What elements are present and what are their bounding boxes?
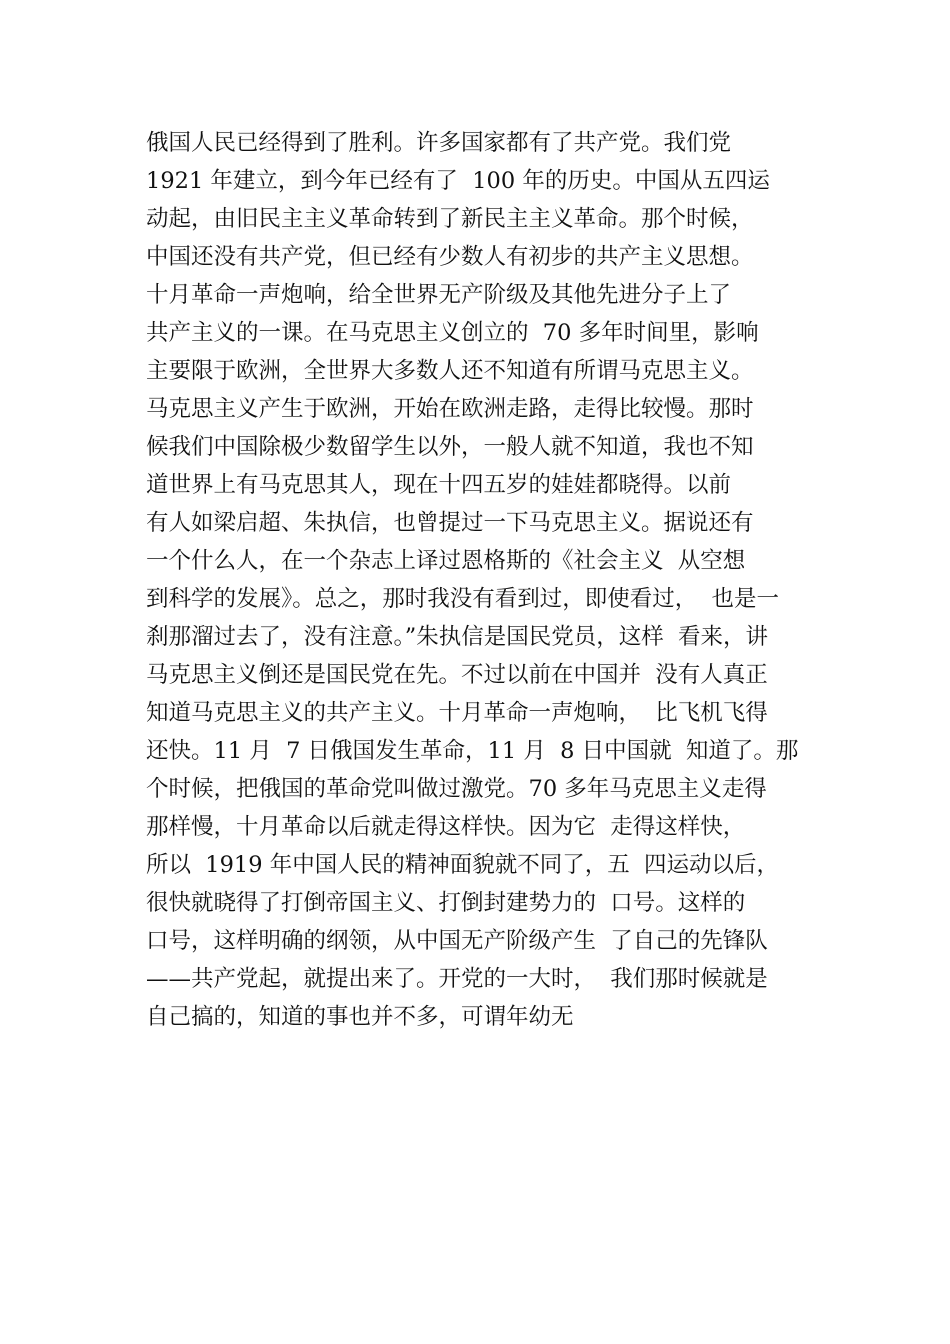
- text-line: 俄国人民已经得到了胜利。许多国家都有了共产党。我们党: [146, 130, 732, 156]
- text-line: 马克思主义产生于欧洲，开始在欧洲走路，走得比较慢。那时: [146, 396, 754, 422]
- text-line: 刹那溜过去了，没有注意。”朱执信是国民党员，这样 看来，讲: [146, 624, 769, 650]
- text-line: 知道马克思主义的共产主义。十月革命一声炮响， 比飞机飞得: [146, 700, 768, 726]
- text-line: ——共产党起，就提出来了。开党的一大时， 我们那时候就是: [146, 966, 768, 992]
- text-line: 口号，这样明确的纲领，从中国无产阶级产生 了自己的先锋队: [146, 928, 768, 954]
- text-line: 自己搞的，知道的事也并不多，可谓年幼无: [146, 1004, 574, 1030]
- text-line: 道世界上有马克思其人，现在十四五岁的娃娃都晓得。以前: [146, 472, 732, 498]
- text-line: 还快。11 月 7 日俄国发生革命，11 月 8 日中国就 知道了。那: [146, 738, 799, 764]
- text-line: 很快就晓得了打倒帝国主义、打倒封建势力的 口号。这样的: [146, 890, 746, 916]
- text-line: 有人如梁启超、朱执信，也曾提过一下马克思主义。据说还有: [146, 510, 754, 536]
- text-line: 个时候，把俄国的革命党叫做过激党。70 多年马克思主义走得: [146, 776, 767, 802]
- text-line: 候我们中国除极少数留学生以外，一般人就不知道，我也不知: [146, 434, 754, 460]
- text-line: 十月革命一声炮响，给全世界无产阶级及其他先进分子上了: [146, 282, 732, 308]
- text-line: 那样慢，十月革命以后就走得这样快。因为它 走得这样快，: [146, 814, 746, 840]
- text-line: 主要限于欧洲，全世界大多数人还不知道有所谓马克思主义。: [146, 358, 754, 384]
- text-line: 马克思主义倒还是国民党在先。不过以前在中国并 没有人真正: [146, 662, 768, 688]
- text-line: 动起，由旧民主主义革命转到了新民主主义革命。那个时候，: [146, 206, 754, 232]
- text-line: 1921 年建立，到今年已经有了 100 年的历史。中国从五四运: [146, 168, 770, 194]
- text-line: 中国还没有共产党，但已经有少数人有初步的共产主义思想。: [146, 244, 754, 270]
- text-line: 一个什么人，在一个杂志上译过恩格斯的《社会主义 从空想: [146, 548, 746, 574]
- text-line: 共产主义的一课。在马克思主义创立的 70 多年时间里，影响: [146, 320, 759, 346]
- text-line: 到科学的发展》。总之，那时我没有看到过，即使看过， 也是一: [146, 586, 780, 612]
- text-line: 所以 1919 年中国人民的精神面貌就不同了，五 四运动以后，: [146, 852, 780, 878]
- body-text: [146, 124, 846, 1036]
